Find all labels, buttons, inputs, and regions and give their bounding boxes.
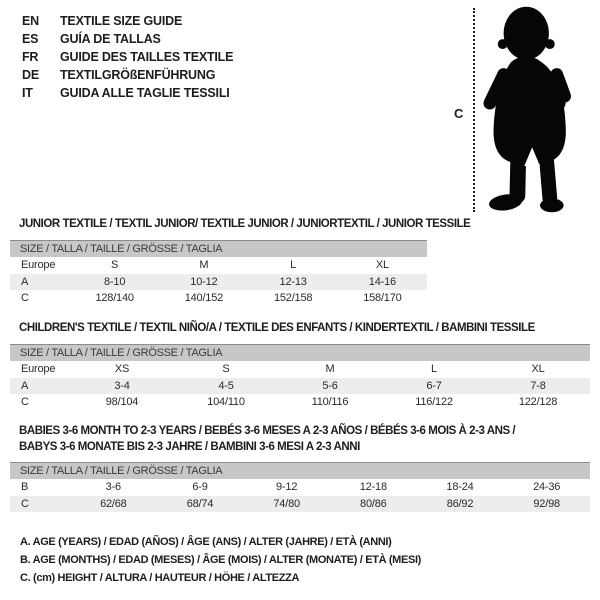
table-cell: 4-5	[218, 379, 234, 392]
table-cell: L	[290, 259, 297, 272]
table-cell: 74/80	[273, 497, 300, 510]
table-cell: XS	[114, 363, 130, 376]
table-cell: M	[325, 363, 335, 376]
table-row	[10, 479, 590, 496]
junior-table-title: JUNIOR TEXTILE / TEXTIL JUNIOR/ TEXTILE JUNIOR / JUNIORTEXTIL / JUNIOR TESSILE	[19, 218, 471, 230]
language-label: TEXTILGRÖßENFÜHRUNG	[60, 68, 216, 82]
table-cell: 62/68	[100, 497, 127, 510]
table-row	[10, 378, 590, 395]
table-cell: L	[431, 363, 437, 376]
table-row	[10, 290, 427, 307]
table-cell: 128/140	[95, 292, 134, 305]
size-header-bar: SIZE / TALLA / TAILLE / GRÖSSE / TAGLIA	[10, 462, 590, 479]
language-row	[22, 48, 233, 66]
table-cell: 140/152	[184, 292, 224, 305]
table-cell: XL	[375, 259, 389, 272]
table-cell: 6-7	[426, 379, 442, 392]
height-measure-label: C	[454, 106, 464, 121]
table-cell: 152/158	[273, 292, 313, 305]
legend-line-a: A. AGE (YEARS) / EDAD (AÑOS) / ÂGE (ANS) / ALTER (JAHRE) / ETÀ (ANNI)	[20, 536, 392, 548]
table-cell: 7-8	[530, 379, 546, 392]
row-label: C	[21, 292, 29, 305]
language-label: GUIDE DES TAILLES TEXTILE	[60, 50, 234, 64]
table-cell: 116/122	[415, 396, 453, 409]
table-cell: 68/74	[186, 497, 214, 510]
language-code: EN	[22, 14, 39, 28]
table-cell: 104/110	[207, 396, 245, 409]
height-measure-dotted-line	[473, 8, 475, 212]
babies-table-title-line1: BABIES 3-6 MONTH TO 2-3 YEARS / BEBÉS 3-6 MESES A 2-3 AÑOS / BÉBÉS 3-6 MOIS À 2-3 ANS /	[19, 425, 516, 437]
baby-silhouette	[488, 7, 566, 213]
row-label: Europe	[21, 259, 56, 272]
baby-silhouette-icon	[482, 2, 600, 215]
language-row	[22, 12, 233, 30]
table-cell: XL	[531, 363, 545, 376]
table-row	[10, 394, 590, 411]
row-label: C	[21, 396, 29, 409]
table-cell: M	[199, 259, 209, 272]
table-cell: S	[222, 363, 230, 376]
table-cell: 6-9	[192, 481, 208, 494]
language-list	[22, 12, 233, 102]
table-cell: 5-6	[322, 379, 338, 392]
children-table-title: CHILDREN'S TEXTILE / TEXTIL NIÑO/A / TEXTILE DES ENFANTS / KINDERTEXTIL / BAMBINI TESSILE	[19, 322, 535, 334]
row-label: Europe	[21, 363, 56, 376]
language-code: IT	[22, 86, 33, 100]
table-cell: 3-6	[105, 481, 121, 494]
legend-line-b: B. AGE (MONTHS) / EDAD (MESES) / ÂGE (MOIS) / ALTER (MONATE) / ETÀ (MESI)	[20, 554, 421, 566]
row-label: C	[21, 497, 29, 510]
language-code: FR	[22, 50, 39, 64]
language-row	[22, 30, 233, 48]
language-row	[22, 84, 233, 102]
language-code: DE	[22, 68, 39, 82]
table-cell: 12-13	[279, 275, 307, 288]
table-row	[10, 361, 590, 378]
size-header-bar: SIZE / TALLA / TAILLE / GRÖSSE / TAGLIA	[10, 240, 427, 257]
table-cell: 3-4	[114, 379, 130, 392]
table-cell: 110/116	[311, 396, 349, 409]
table-cell: 122/128	[518, 396, 558, 409]
table-cell: 10-12	[190, 275, 218, 288]
table-cell: 24-36	[533, 481, 561, 494]
babies-table-title-line2: BABYS 3-6 MONATE BIS 2-3 JAHRE / BAMBINI 3-6 MESI A 2-3 ANNI	[19, 441, 360, 453]
table-cell: 12-18	[359, 481, 387, 494]
children-table	[10, 344, 590, 411]
table-cell: 86/92	[446, 497, 474, 510]
table-cell: 92/98	[533, 497, 560, 510]
row-label: B	[21, 481, 29, 494]
row-label: A	[21, 275, 29, 288]
language-label: TEXTILE SIZE GUIDE	[60, 14, 183, 28]
legend	[20, 533, 421, 587]
language-code: ES	[22, 32, 39, 46]
table-row	[10, 257, 427, 274]
table-cell: S	[111, 259, 119, 272]
table-cell: 8-10	[104, 275, 126, 288]
language-row	[22, 66, 233, 84]
table-row	[10, 274, 427, 291]
table-cell: 98/104	[105, 396, 139, 409]
babies-table	[10, 462, 590, 512]
table-cell: 9-12	[276, 481, 298, 494]
size-header-bar: SIZE / TALLA / TAILLE / GRÖSSE / TAGLIA	[10, 344, 590, 361]
junior-table	[10, 240, 427, 307]
table-cell: 18-24	[446, 481, 474, 494]
table-cell: 158/170	[363, 292, 402, 305]
row-label: A	[21, 379, 29, 392]
table-cell: 80/86	[360, 497, 387, 510]
language-label: GUÍA DE TALLAS	[60, 32, 161, 46]
legend-line-c: C. (cm) HEIGHT / ALTURA / HAUTEUR / HÖHE / ALTEZZA	[20, 572, 300, 584]
table-cell: 14-16	[368, 275, 396, 288]
table-row	[10, 496, 590, 513]
language-label: GUIDA ALLE TAGLIE TESSILI	[60, 86, 230, 100]
